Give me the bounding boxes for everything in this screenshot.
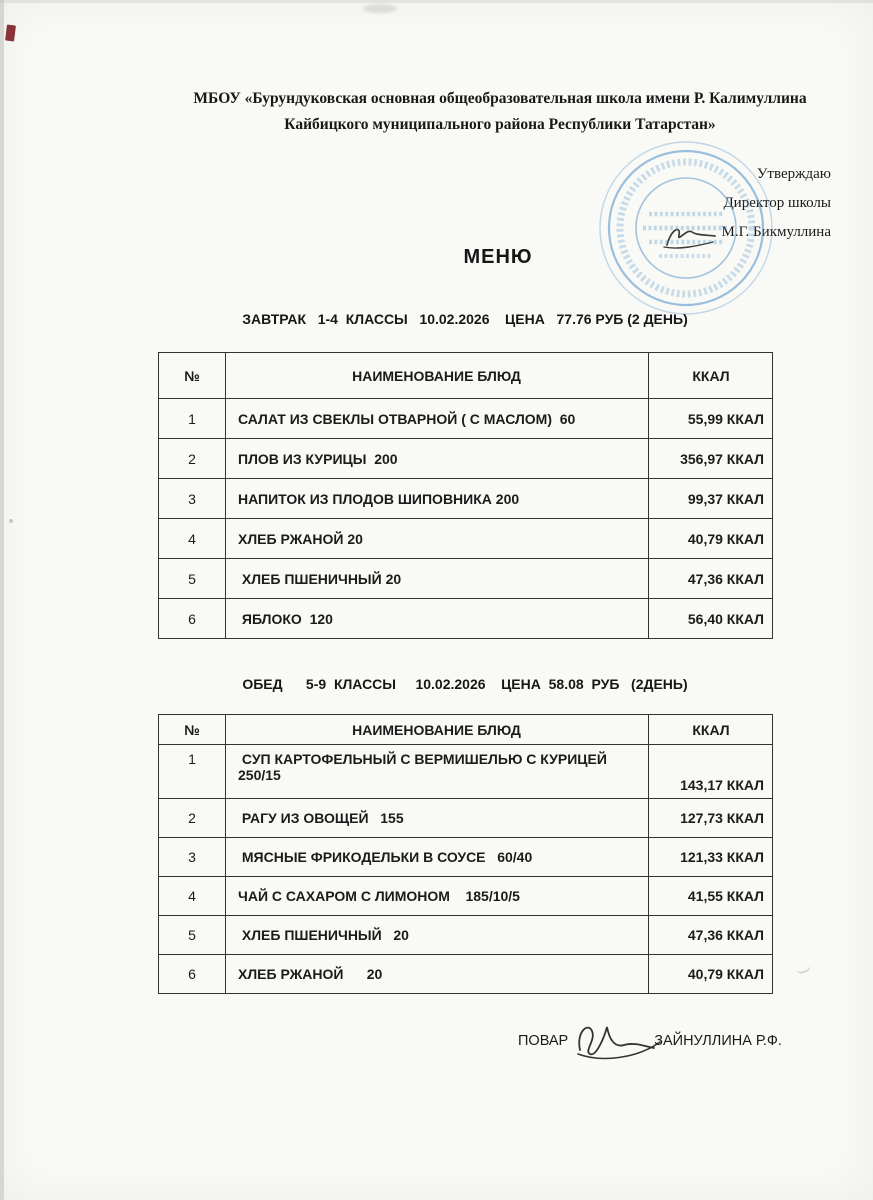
row-number: 1 [159, 745, 226, 799]
col-dish-header: НАИМЕНОВАНИЕ БЛЮД [226, 353, 649, 399]
table-row [159, 877, 773, 916]
row-number: 4 [159, 877, 226, 916]
dish-name: ЧАЙ С САХАРОМ С ЛИМОНОМ 185/10/5 [226, 877, 649, 916]
approval-utverzhdayu: Утверждаю [756, 166, 831, 182]
red-ink-mark [5, 25, 16, 42]
page-title: МЕНЮ [463, 246, 533, 268]
dish-kcal: 356,97 ККАЛ [649, 439, 773, 479]
row-number: 3 [159, 479, 226, 519]
dish-kcal: 40,79 ККАЛ [649, 519, 773, 559]
dish-kcal: 56,40 ККАЛ [649, 599, 773, 639]
table-row [159, 955, 773, 994]
table-row [159, 479, 773, 519]
col-number-header: № [159, 353, 226, 399]
lunch-subtitle: ОБЕД 5-9 КЛАССЫ 10.02.2026 ЦЕНА 58.08 РУБ (2ДЕНЬ) [242, 676, 688, 692]
dish-kcal: 143,17 ККАЛ [649, 745, 773, 799]
table-row [159, 599, 773, 639]
row-number: 2 [159, 439, 226, 479]
dish-name: ПЛОВ ИЗ КУРИЦЫ 200 [226, 439, 649, 479]
dish-kcal: 99,37 ККАЛ [649, 479, 773, 519]
dish-kcal: 121,33 ККАЛ [649, 838, 773, 877]
scan-speck [9, 519, 13, 523]
table-header-row [159, 715, 773, 745]
dish-name: ХЛЕБ ПШЕНИЧНЫЙ 20 [226, 916, 649, 955]
approval-director-name: М.Г. Бикмуллина [721, 224, 831, 240]
dish-name: ЯБЛОКО 120 [226, 599, 649, 639]
table-row [159, 838, 773, 877]
approval-block [661, 160, 831, 247]
col-number-header: № [159, 715, 226, 745]
lunch-table [158, 714, 773, 994]
school-header [120, 86, 873, 138]
approval-director-title: Директор школы [723, 195, 831, 211]
table-row [159, 799, 773, 838]
dish-kcal: 55,99 ККАЛ [649, 399, 773, 439]
dish-kcal: 47,36 ККАЛ [649, 916, 773, 955]
row-number: 6 [159, 955, 226, 994]
row-number: 5 [159, 916, 226, 955]
row-number: 1 [159, 399, 226, 439]
table-row [159, 745, 773, 799]
dish-name: ХЛЕБ РЖАНОЙ 20 [226, 955, 649, 994]
row-number: 6 [159, 599, 226, 639]
chef-label: ПОВАР [518, 1033, 569, 1049]
dish-kcal: 40,79 ККАЛ [649, 955, 773, 994]
pen-mark [793, 958, 811, 975]
table-row [159, 559, 773, 599]
table-row [159, 916, 773, 955]
row-number: 5 [159, 559, 226, 599]
breakfast-subtitle: ЗАВТРАК 1-4 КЛАССЫ 10.02.2026 ЦЕНА 77.76 РУБ (2 ДЕНЬ) [242, 311, 688, 327]
table-row [159, 519, 773, 559]
scan-smudge [363, 4, 397, 13]
dish-name: МЯСНЫЕ ФРИКОДЕЛЬКИ В СОУСЕ 60/40 [226, 838, 649, 877]
scan-edge-shade [0, 0, 4, 1200]
dish-kcal: 47,36 ККАЛ [649, 559, 773, 599]
table-row [159, 399, 773, 439]
table-row [159, 439, 773, 479]
col-kcal-header: ККАЛ [649, 353, 773, 399]
breakfast-table [158, 352, 773, 639]
dish-name: СУП КАРТОФЕЛЬНЫЙ С ВЕРМИШЕЛЬЮ С КУРИЦЕЙ 250/15 [226, 745, 649, 799]
dish-name: САЛАТ ИЗ СВЕКЛЫ ОТВАРНОЙ ( С МАСЛОМ) 60 [226, 399, 649, 439]
chef-name: ЗАЙНУЛЛИНА Р.Ф. [654, 1033, 782, 1049]
dish-name: НАПИТОК ИЗ ПЛОДОВ ШИПОВНИКА 200 [226, 479, 649, 519]
dish-name: РАГУ ИЗ ОВОЩЕЙ 155 [226, 799, 649, 838]
row-number: 4 [159, 519, 226, 559]
row-number: 3 [159, 838, 226, 877]
col-kcal-header: ККАЛ [649, 715, 773, 745]
col-dish-header: НАИМЕНОВАНИЕ БЛЮД [226, 715, 649, 745]
row-number: 2 [159, 799, 226, 838]
dish-kcal: 41,55 ККАЛ [649, 877, 773, 916]
table-header-row [159, 353, 773, 399]
dish-name: ХЛЕБ РЖАНОЙ 20 [226, 519, 649, 559]
dish-name: ХЛЕБ ПШЕНИЧНЫЙ 20 [226, 559, 649, 599]
school-name-line2: Кайбицкого муниципального района Республики Татарстан» [284, 116, 716, 133]
approval-signature-line [661, 218, 831, 247]
chef-block [518, 1018, 782, 1064]
scan-edge-shade-top [0, 0, 873, 3]
dish-kcal: 127,73 ККАЛ [649, 799, 773, 838]
school-name-line1: МБОУ «Бурундуковская основная общеобразовательная школа имени Р. Калимуллина [193, 90, 807, 107]
